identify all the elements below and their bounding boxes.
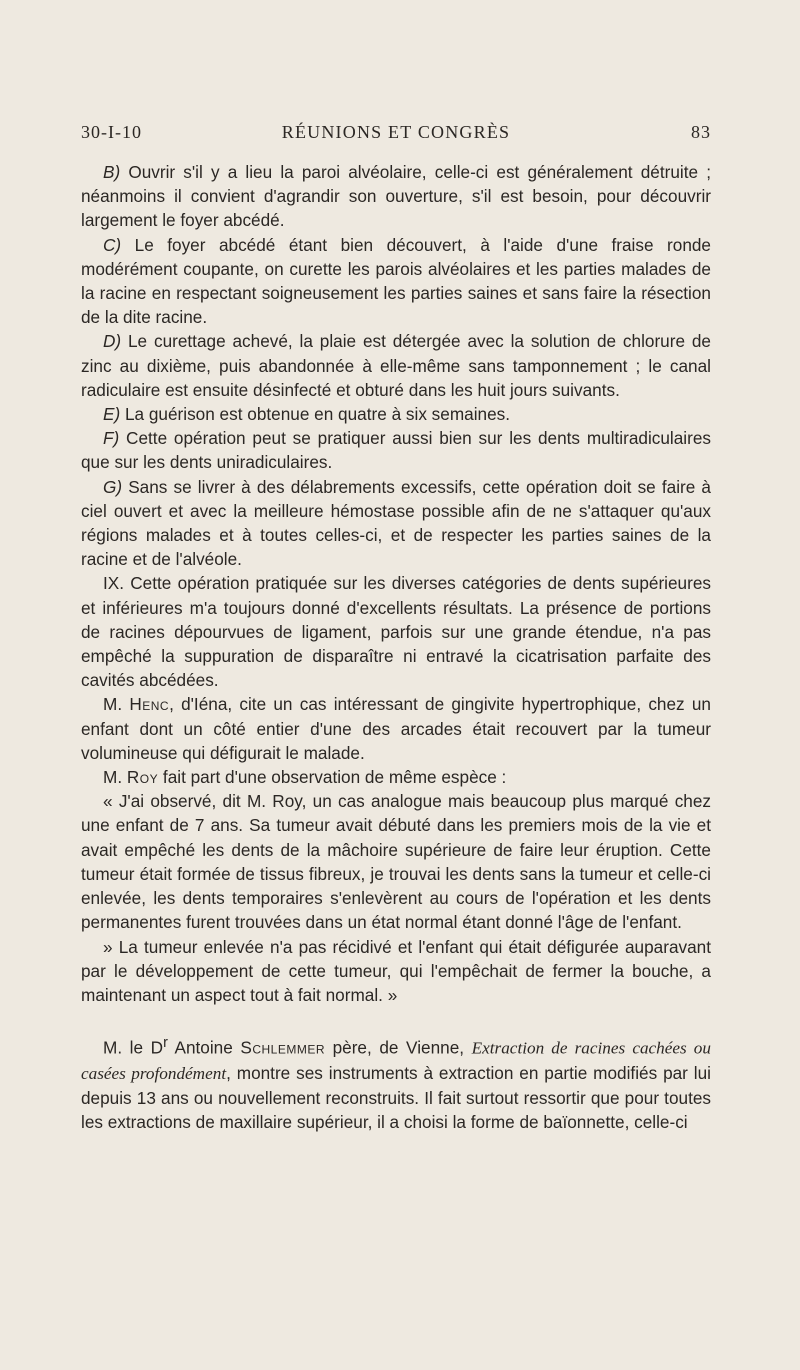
item-label: D) bbox=[103, 331, 122, 352]
speaker-origin: père, de Vienne, bbox=[325, 1037, 472, 1058]
paragraph-ix: IX. Cette opération pratiquée sur les diverses catégories de dents supérieures et inférieures m'a toujours donné d'excellents résultats. La présence de portions de racines dépourvues de ligament, parfois sur une grande étendue, n'a pas empêché la suppuration de disparaître ni entravé la cicatrisation parfaite des cavités abcédées. bbox=[81, 573, 711, 691]
item-label: F) bbox=[103, 428, 120, 449]
paragraph-schlemmer bbox=[81, 1031, 711, 1135]
talk-title: Extraction de racines cachées ou casées profondément bbox=[81, 1038, 711, 1084]
paragraph-text: Ouvrir s'il y a lieu la paroi alvéolaire, celle-ci est généralement détruite ; néanmoins il convient d'agrandir son ouverture, s'il est besoin, pour découvrir largement le foyer abcédé. bbox=[81, 162, 711, 231]
running-head bbox=[81, 122, 711, 148]
paragraph-c bbox=[81, 233, 711, 330]
paragraph-text: Le curettage achevé, la plaie est détergée avec la solution de chlorure de zinc au dixième, puis abandonnée à elle-même sans tamponnement ; le canal radiculaire est ensuite désinfecté et obturé dans les huit jours suivants. bbox=[81, 331, 711, 400]
paragraph-d bbox=[81, 329, 711, 402]
paragraph-roy bbox=[81, 765, 711, 789]
speaker-firstname: Antoine bbox=[167, 1037, 241, 1058]
paragraph-henc bbox=[81, 692, 711, 765]
paragraph-text: La guérison est obtenue en quatre à six semaines. bbox=[120, 404, 511, 425]
page-body bbox=[81, 160, 711, 1135]
paragraph-g bbox=[81, 475, 711, 572]
paragraph-b bbox=[81, 160, 711, 233]
paragraph-quote-1: « J'ai observé, dit M. Roy, un cas analogue mais beaucoup plus marqué chez une enfant de 7 ans. Sa tumeur avait débuté dans les premiers mois de la vie et avait empêché les dents de la mâchoire supérieure de faire leur éruption. Cette tumeur était formée de tissus fibreux, je trouvai les dents sans la tumeur et celle-ci enlevée, les dents temporaires s'enlevèrent au cours de l'opération et les dents permanentes furent trouvées dans un état normal étant donné l'âge de l'enfant. bbox=[81, 791, 711, 933]
speaker-prefix: M. bbox=[103, 694, 130, 715]
title-superscript: r bbox=[163, 1035, 168, 1052]
speaker-name: Henc bbox=[129, 694, 170, 715]
speaker-prefix: M. bbox=[103, 767, 127, 788]
paragraph-text: Cette opération peut se pratiquer aussi bien sur les dents multiradiculaires que sur les dents uniradiculaires. bbox=[81, 428, 711, 473]
paragraph-f bbox=[81, 426, 711, 474]
item-label: C) bbox=[103, 234, 122, 255]
paragraph-text: , d'Iéna, cite un cas intéressant de gingivite hypertrophique, chez un enfant dont un côté entier d'une des arcades était recouvert par la tumeur volumineuse qui défigurait le malade. bbox=[81, 694, 711, 763]
paragraph-text: fait part d'une observation de même espèce : bbox=[158, 767, 507, 788]
speaker-name: Roy bbox=[126, 767, 159, 788]
item-label: E) bbox=[103, 404, 121, 425]
speaker-prefix: M. le D bbox=[103, 1037, 164, 1058]
speaker-name: Schlemmer bbox=[240, 1037, 325, 1058]
header-date: 30-I-10 bbox=[81, 122, 142, 142]
paragraph-text: , montre ses instruments à extraction en partie modifiés par lui depuis 13 ans ou nouvellement reconstruits. Il fait surtout ressortir que pour toutes les extractions de maxillaire supérieur, il a choisi la forme de baïonnette, celle-ci bbox=[81, 1063, 711, 1133]
paragraph-e bbox=[81, 402, 711, 426]
page-number: 83 bbox=[691, 122, 711, 142]
paragraph-text: Le foyer abcédé étant bien découvert, à l'aide d'une fraise ronde modérément coupante, on curette les parois alvéolaires et les parties malades de la racine en respectant soigneusement les parties saines et sans faire la résection de la dite racine. bbox=[81, 234, 711, 328]
item-label: G) bbox=[103, 476, 123, 497]
item-label: B) bbox=[103, 162, 121, 182]
paragraph-quote-2: » La tumeur enlevée n'a pas récidivé et l'enfant qui était défigurée auparavant par le développement de cette tumeur, qui l'empêchait de fermer la bouche, a maintenant un aspect tout à fait normal. » bbox=[81, 936, 711, 1005]
paragraph-text: Sans se livrer à des délabrements excessifs, cette opération doit se faire à ciel ouvert et avec la meilleure hémostase possible afin de ne s'attaquer qu'aux régions malades et à toutes celles-ci, et de respecter les parties saines de la racine et de l'alvéole. bbox=[81, 476, 711, 570]
header-section-title: RÉUNIONS ET CONGRÈS bbox=[281, 122, 511, 142]
